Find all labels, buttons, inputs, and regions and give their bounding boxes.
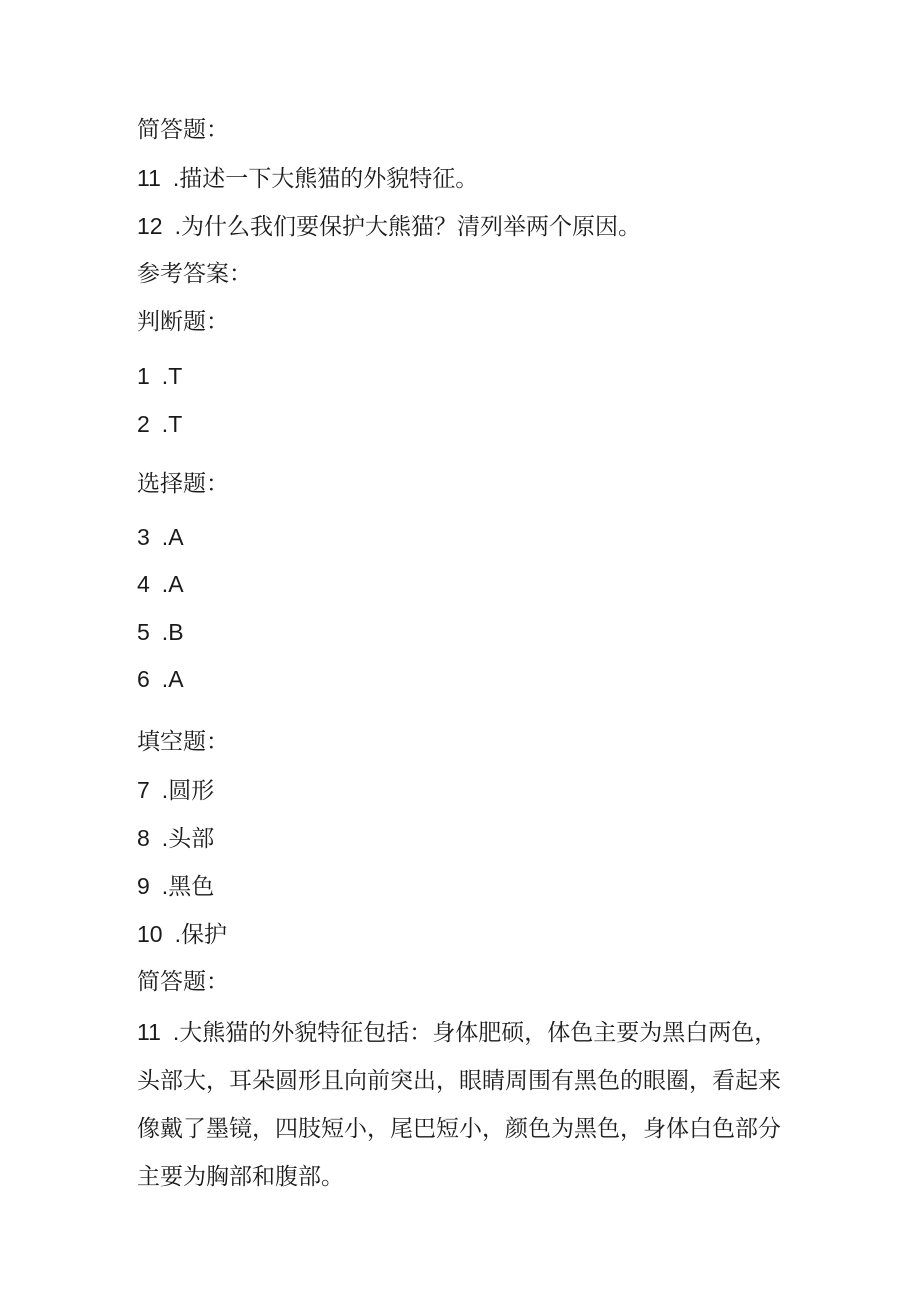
- answer-text: T: [168, 363, 183, 389]
- answer-text: 保护: [180, 922, 227, 948]
- question-number: 12: [137, 213, 163, 239]
- answer-number: 9: [137, 873, 150, 899]
- answer-item: 2 .T: [137, 411, 183, 437]
- answer-number: 4: [137, 571, 150, 597]
- section-heading-fill-blank: 填空题：: [137, 729, 229, 755]
- answer-item: 10 .保护: [137, 921, 227, 948]
- answer-item: 8 .头部: [137, 825, 215, 852]
- section-heading-short-answer: 简答题：: [137, 969, 229, 995]
- answer-text: A: [168, 571, 184, 597]
- answer-number: 5: [137, 619, 150, 645]
- answer-number: 11: [137, 1019, 161, 1045]
- section-heading-multiple-choice: 选择题：: [137, 471, 229, 497]
- answer-text: 头部: [168, 826, 215, 852]
- question-text: 描述一下大熊猫的外貌特征。: [179, 166, 479, 192]
- question-item: 12 .为什么我们要保护大熊猫？清列举两个原因。: [137, 213, 641, 240]
- section-heading-true-false: 判断题：: [137, 309, 229, 335]
- question-text: 为什么我们要保护大熊猫？清列举两个原因。: [180, 214, 641, 240]
- section-heading-short-questions: 简答题：: [137, 117, 229, 143]
- answer-item: 7 .圆形: [137, 777, 215, 804]
- answer-text: 大熊猫的外貌特征包括：身体肥硕，体色主要为黑白两色，头部大，耳朵圆形且向前突出，眼睛周围有黑色的眼圈，看起来像戴了墨镜，四肢短小，尾巴短小，颜色为黑色，身体白色部分主要为胸部和腹部。: [137, 1020, 781, 1190]
- answer-number: 3: [137, 524, 150, 550]
- answer-text: 圆形: [168, 778, 215, 804]
- answer-number: 1: [137, 363, 150, 389]
- answer-number: 6: [137, 666, 150, 692]
- answer-item: 9 .黑色: [137, 873, 215, 900]
- answer-number: 8: [137, 825, 150, 851]
- question-item: 11 .描述一下大熊猫的外貌特征。: [137, 165, 479, 192]
- answer-item: 4 .A: [137, 571, 184, 597]
- answer-item: 3 .A: [137, 524, 184, 550]
- answer-text: T: [168, 411, 183, 437]
- answer-number: 2: [137, 411, 150, 437]
- answer-text: B: [168, 619, 184, 645]
- answer-item: 1 .T: [137, 363, 183, 389]
- answer-number: 10: [137, 921, 163, 947]
- answer-item: 6 .A: [137, 666, 184, 692]
- answer-text: A: [168, 524, 184, 550]
- question-number: 11: [137, 165, 161, 191]
- answer-paragraph: 11 .大熊猫的外貌特征包括：身体肥硕，体色主要为黑白两色，头部大，耳朵圆形且向前突出，眼睛周围有黑色的眼圈，看起来像戴了墨镜，四肢短小，尾巴短小，颜色为黑色，身体白色部分主要为胸部和腹部。: [137, 1019, 781, 1190]
- answer-text: A: [168, 666, 184, 692]
- answer-text: 黑色: [168, 874, 215, 900]
- answer-item: 5 .B: [137, 619, 184, 645]
- answer-number: 7: [137, 777, 150, 803]
- answers-heading: 参考答案：: [137, 261, 252, 287]
